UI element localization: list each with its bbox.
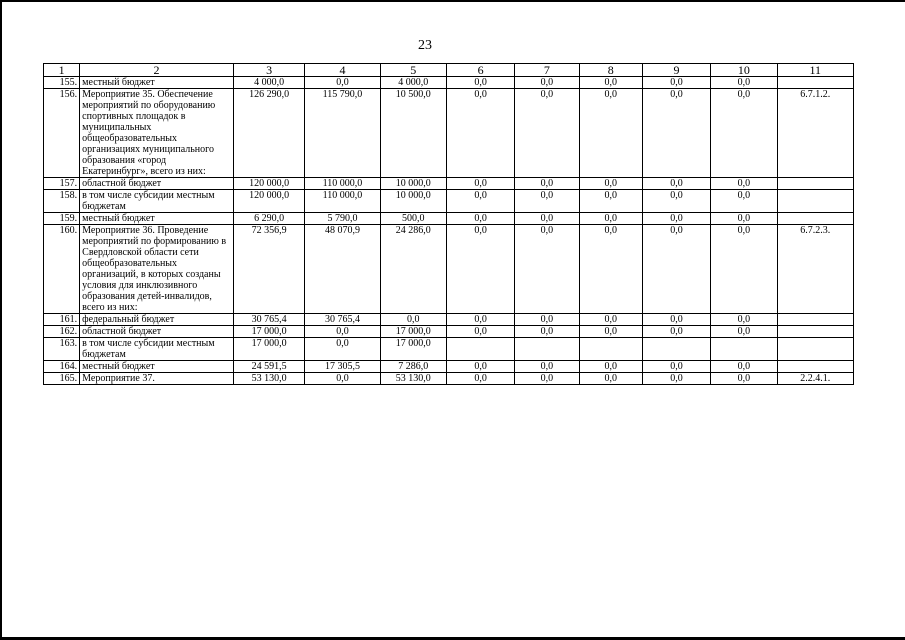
row-name: местный бюджет: [80, 77, 234, 89]
value-cell: 0,0: [711, 89, 777, 178]
value-cell: 0,0: [642, 190, 710, 213]
value-cell: 4 000,0: [380, 77, 446, 89]
value-cell: 0,0: [446, 89, 514, 178]
row-name: Мероприятие 36. Проведение мероприятий по формированию в Свердловской области сети общеобразовательных организаций, в которых созданы условия для инклюзивного образования детей-инвалидов, всего из них:: [80, 225, 234, 314]
column-header: 1: [44, 64, 80, 77]
value-cell: 0,0: [711, 314, 777, 326]
row-name: Мероприятие 35. Обеспечение мероприятий по оборудованию спортивных площадок в муниципальных общеобразовательных организациях муниципального образования «город Екатеринбург», всего из них:: [80, 89, 234, 178]
value-cell: 0,0: [579, 361, 642, 373]
value-cell: 0,0: [579, 178, 642, 190]
value-cell: 0,0: [446, 326, 514, 338]
value-cell: 53 130,0: [233, 373, 304, 385]
target-indicator-cell: [777, 213, 853, 225]
value-cell: 0,0: [642, 373, 710, 385]
value-cell: 0,0: [642, 178, 710, 190]
column-header: 4: [305, 64, 380, 77]
value-cell: 0,0: [579, 77, 642, 89]
target-indicator-cell: [777, 178, 853, 190]
row-number: 163.: [44, 338, 80, 361]
row-name: местный бюджет: [80, 361, 234, 373]
column-header: 8: [579, 64, 642, 77]
value-cell: 24 591,5: [233, 361, 304, 373]
value-cell: 0,0: [515, 178, 579, 190]
table-row: [44, 373, 854, 385]
table-row: [44, 77, 854, 89]
value-cell: 0,0: [305, 338, 380, 361]
value-cell: 120 000,0: [233, 190, 304, 213]
value-cell: 0,0: [305, 373, 380, 385]
column-header: 9: [642, 64, 710, 77]
table-row: [44, 190, 854, 213]
row-number: 160.: [44, 225, 80, 314]
value-cell: 0,0: [515, 213, 579, 225]
row-number: 162.: [44, 326, 80, 338]
row-name: в том числе субсидии местным бюджетам: [80, 338, 234, 361]
value-cell: 5 790,0: [305, 213, 380, 225]
value-cell: 0,0: [711, 190, 777, 213]
page-number: 23: [418, 38, 432, 53]
target-indicator-cell: 6.7.2.3.: [777, 225, 853, 314]
value-cell: 0,0: [515, 373, 579, 385]
target-indicator-cell: [777, 314, 853, 326]
value-cell: 0,0: [446, 178, 514, 190]
header-row: [44, 64, 854, 77]
value-cell: 0,0: [515, 225, 579, 314]
value-cell: 24 286,0: [380, 225, 446, 314]
budget-table: [43, 63, 854, 385]
value-cell: 0,0: [515, 89, 579, 178]
value-cell: 0,0: [446, 190, 514, 213]
value-cell: 0,0: [446, 213, 514, 225]
value-cell: 0,0: [515, 326, 579, 338]
value-cell: 0,0: [515, 77, 579, 89]
value-cell: 0,0: [579, 314, 642, 326]
row-number: 164.: [44, 361, 80, 373]
row-name: областной бюджет: [80, 178, 234, 190]
column-header: 11: [777, 64, 853, 77]
target-indicator-cell: [777, 326, 853, 338]
page-border-left: [0, 0, 2, 640]
value-cell: 0,0: [446, 314, 514, 326]
value-cell: 0,0: [579, 89, 642, 178]
row-name: местный бюджет: [80, 213, 234, 225]
table-row: [44, 338, 854, 361]
value-cell: 48 070,9: [305, 225, 380, 314]
value-cell: 0,0: [579, 213, 642, 225]
table-row: [44, 213, 854, 225]
value-cell: 0,0: [579, 326, 642, 338]
value-cell: 10 000,0: [380, 190, 446, 213]
value-cell: 0,0: [446, 361, 514, 373]
value-cell: 110 000,0: [305, 178, 380, 190]
value-cell: 0,0: [642, 326, 710, 338]
row-name: в том числе субсидии местным бюджетам: [80, 190, 234, 213]
row-number: 161.: [44, 314, 80, 326]
table-row: [44, 326, 854, 338]
value-cell: 0,0: [642, 213, 710, 225]
target-indicator-cell: [777, 338, 853, 361]
target-indicator-cell: 6.7.1.2.: [777, 89, 853, 178]
value-cell: 126 290,0: [233, 89, 304, 178]
value-cell: 0,0: [642, 77, 710, 89]
row-number: 158.: [44, 190, 80, 213]
row-number: 159.: [44, 213, 80, 225]
value-cell: 53 130,0: [380, 373, 446, 385]
column-header: 3: [233, 64, 304, 77]
value-cell: 500,0: [380, 213, 446, 225]
value-cell: [515, 338, 579, 361]
value-cell: 120 000,0: [233, 178, 304, 190]
value-cell: 0,0: [711, 326, 777, 338]
value-cell: 0,0: [711, 178, 777, 190]
value-cell: 6 290,0: [233, 213, 304, 225]
table-row: [44, 361, 854, 373]
value-cell: 0,0: [305, 326, 380, 338]
value-cell: 0,0: [642, 314, 710, 326]
value-cell: 0,0: [579, 373, 642, 385]
column-header: 2: [80, 64, 234, 77]
value-cell: 115 790,0: [305, 89, 380, 178]
value-cell: 0,0: [380, 314, 446, 326]
value-cell: 0,0: [446, 225, 514, 314]
value-cell: 7 286,0: [380, 361, 446, 373]
table-body: [44, 77, 854, 385]
row-number: 157.: [44, 178, 80, 190]
table-row: [44, 178, 854, 190]
value-cell: 0,0: [305, 77, 380, 89]
value-cell: 0,0: [642, 361, 710, 373]
value-cell: 30 765,4: [233, 314, 304, 326]
value-cell: 17 000,0: [380, 326, 446, 338]
row-name: областной бюджет: [80, 326, 234, 338]
value-cell: 10 000,0: [380, 178, 446, 190]
value-cell: [446, 338, 514, 361]
value-cell: 0,0: [579, 225, 642, 314]
value-cell: 72 356,9: [233, 225, 304, 314]
target-indicator-cell: [777, 361, 853, 373]
target-indicator-cell: [777, 190, 853, 213]
row-name: федеральный бюджет: [80, 314, 234, 326]
column-header: 7: [515, 64, 579, 77]
value-cell: 17 305,5: [305, 361, 380, 373]
value-cell: 0,0: [579, 190, 642, 213]
value-cell: [711, 338, 777, 361]
column-header: 6: [446, 64, 514, 77]
target-indicator-cell: [777, 77, 853, 89]
table-row: [44, 225, 854, 314]
value-cell: 0,0: [446, 373, 514, 385]
table-row: [44, 89, 854, 178]
table-row: [44, 314, 854, 326]
value-cell: 10 500,0: [380, 89, 446, 178]
value-cell: 0,0: [515, 361, 579, 373]
value-cell: 0,0: [711, 77, 777, 89]
value-cell: 17 000,0: [380, 338, 446, 361]
row-number: 156.: [44, 89, 80, 178]
value-cell: 110 000,0: [305, 190, 380, 213]
column-header: 5: [380, 64, 446, 77]
value-cell: 0,0: [515, 314, 579, 326]
value-cell: 4 000,0: [233, 77, 304, 89]
value-cell: 0,0: [711, 373, 777, 385]
value-cell: [579, 338, 642, 361]
value-cell: 0,0: [642, 89, 710, 178]
value-cell: 30 765,4: [305, 314, 380, 326]
column-header: 10: [711, 64, 777, 77]
page-border-top: [0, 0, 905, 2]
value-cell: 17 000,0: [233, 338, 304, 361]
row-number: 165.: [44, 373, 80, 385]
value-cell: 0,0: [642, 225, 710, 314]
value-cell: 0,0: [446, 77, 514, 89]
value-cell: [642, 338, 710, 361]
value-cell: 0,0: [711, 213, 777, 225]
value-cell: 0,0: [711, 225, 777, 314]
value-cell: 17 000,0: [233, 326, 304, 338]
row-number: 155.: [44, 77, 80, 89]
row-name: Мероприятие 37.: [80, 373, 234, 385]
target-indicator-cell: 2.2.4.1.: [777, 373, 853, 385]
value-cell: 0,0: [711, 361, 777, 373]
value-cell: 0,0: [515, 190, 579, 213]
